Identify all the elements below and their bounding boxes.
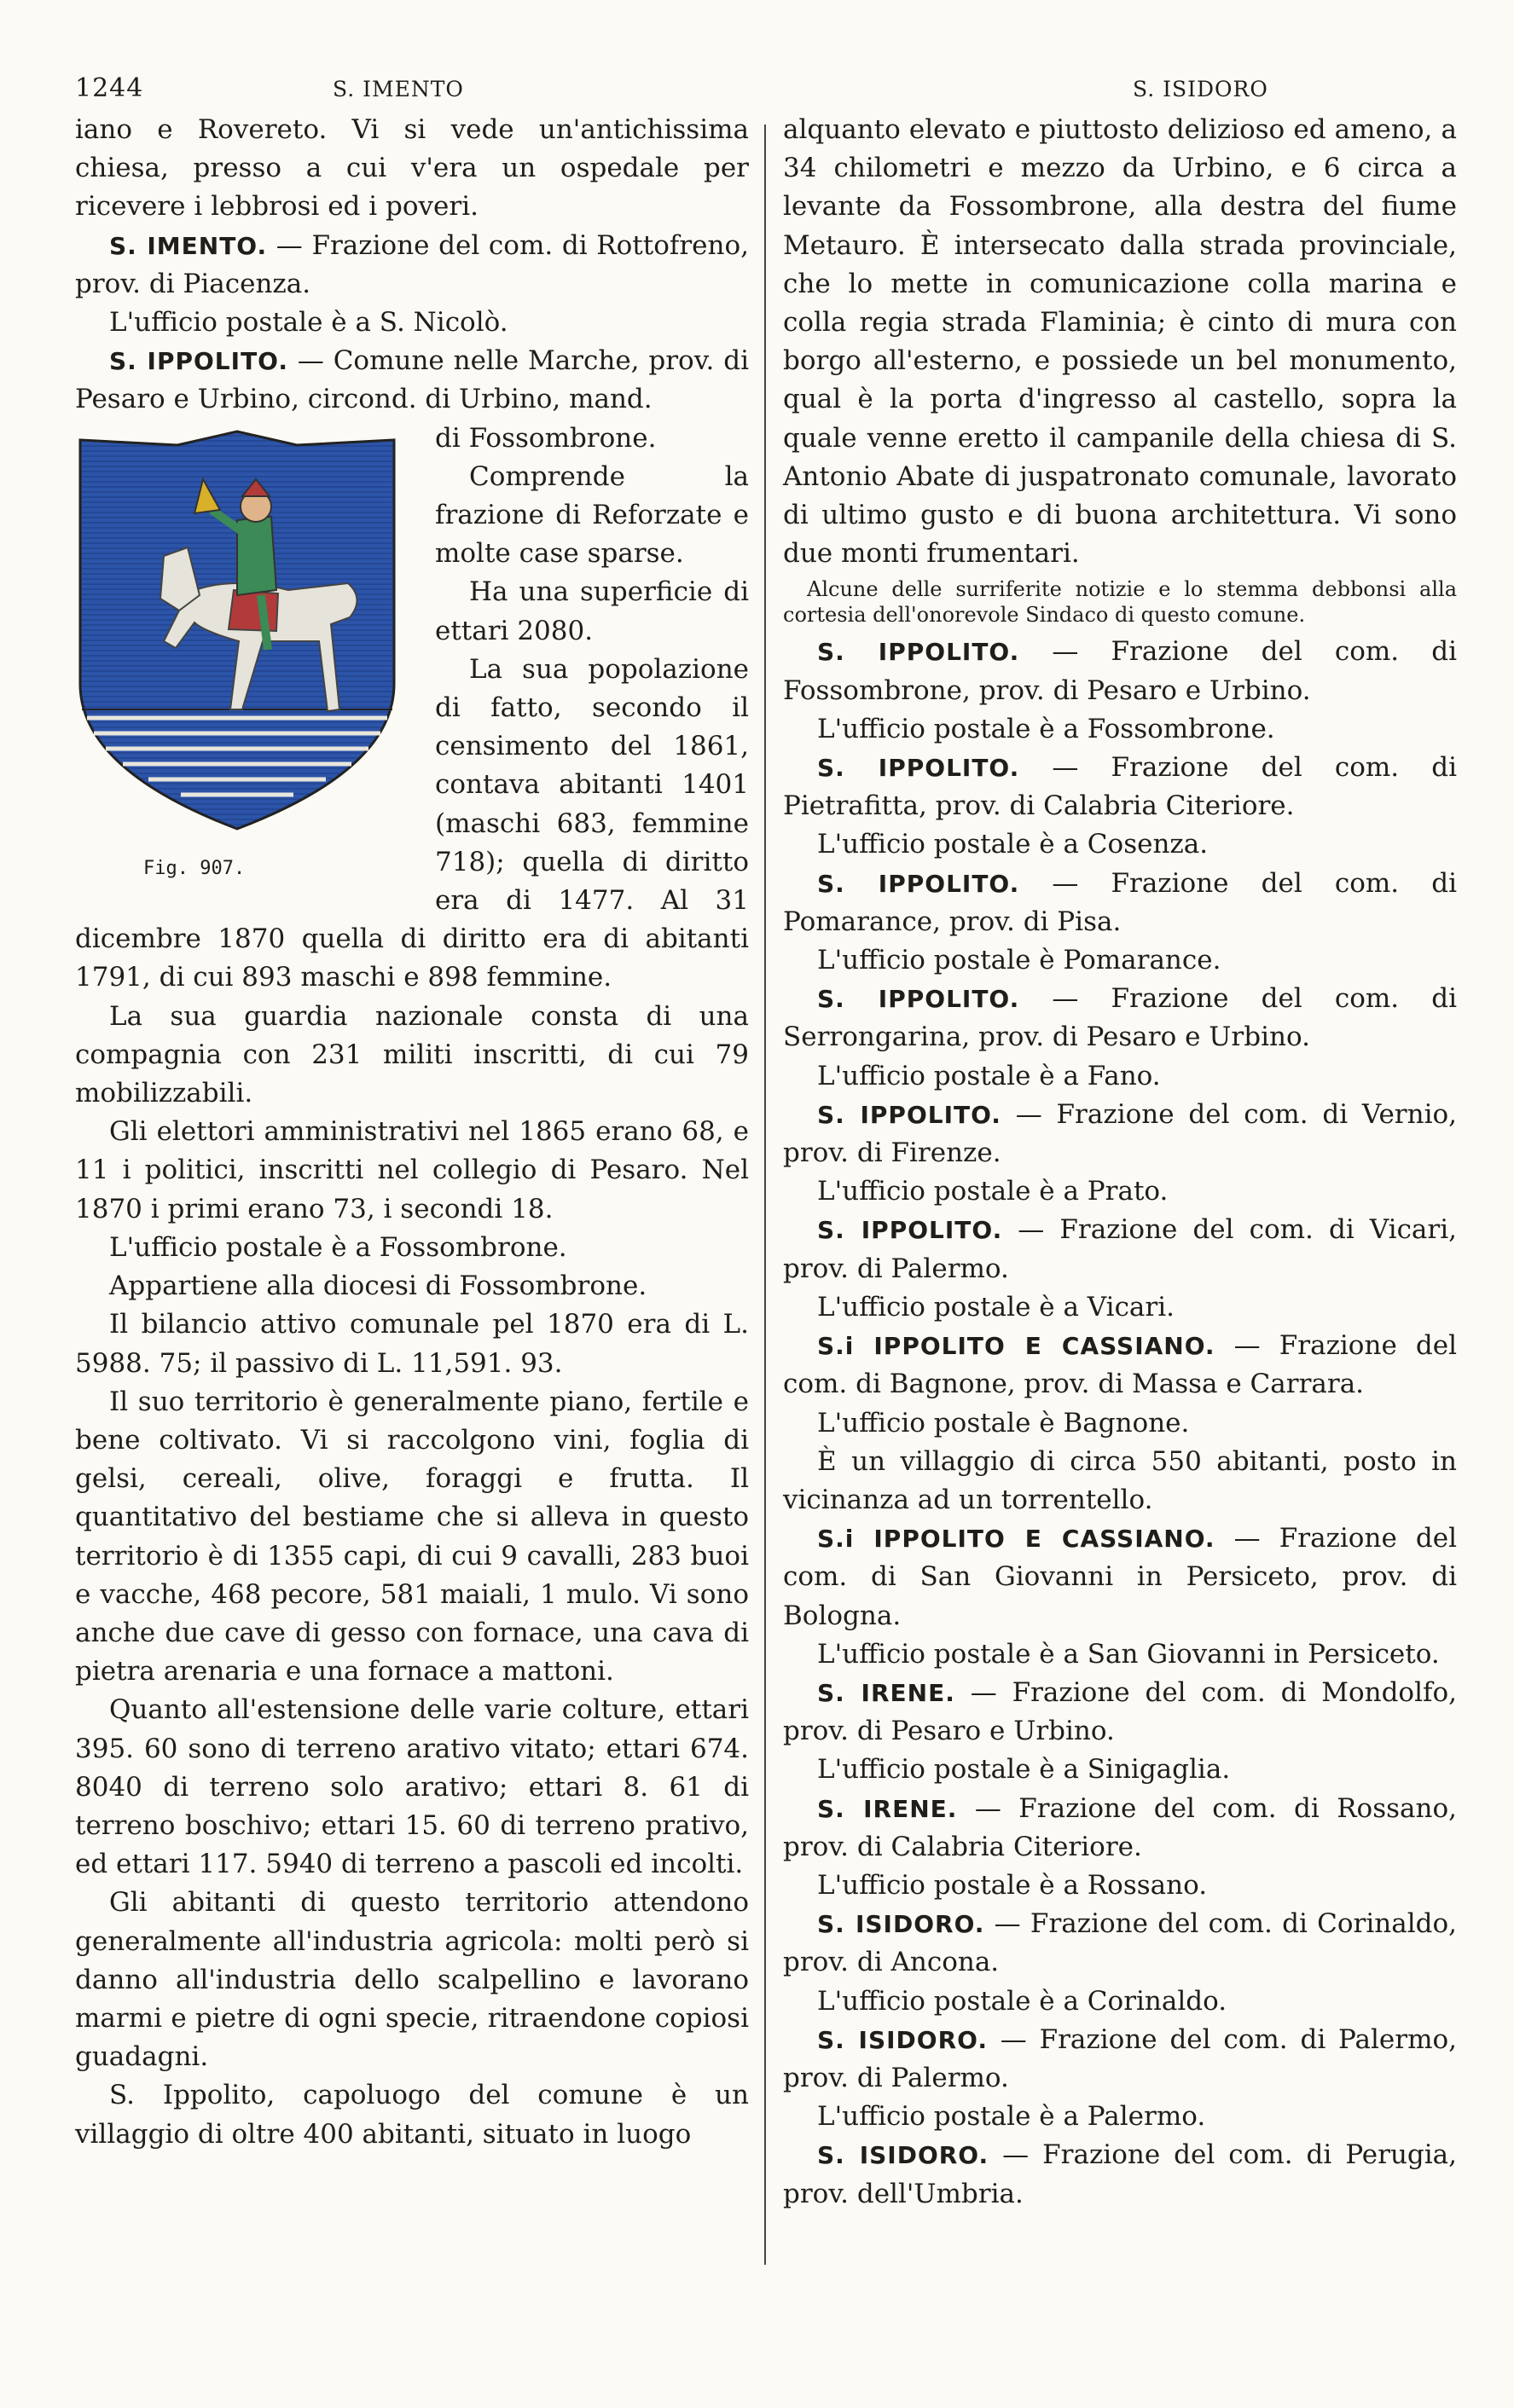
entry [783,980,1457,1056]
coat-of-arms-figure [75,420,416,914]
paragraph: Ha una superficie di ettari 2080. [435,576,749,646]
column-divider [764,124,766,2265]
entry-post: L'ufficio postale è a Prato. [817,1176,1169,1207]
paragraph: Appartiene alla diocesi di Fossombrone. [109,1271,647,1302]
entry-text: — Frazione del com. di Pietrafitta, prov. di Calabria Citeriore. [783,752,1457,822]
entry-text: — Comune nelle Marche, prov. di Pesaro e Urbino, circond. di Urbino, mand. [75,345,749,415]
entry-post: L'ufficio postale è a San Giovanni in Persiceto. [817,1638,1440,1670]
paragraph: Gli abitanti di questo territorio attendono generalmente all'industria agricola: molti però si danno all'industria dello scalpellino e lavorano marmi e pietre di ogni specie, ritraendone copiosi guadagni. [75,1887,749,2073]
entry-s-ippolito-comune [75,342,749,419]
paragraph: iano e Rovereto. Vi si vede un'antichissima chiesa, presso a cui v'era un ospedale per ricevere i lebbrosi ed i poveri. [75,114,749,223]
paragraph: La sua guardia nazionale consta di una compagnia con 231 militi inscritti, di cui 79 mobilizzabili. [75,1000,749,1109]
entry [783,2136,1457,2213]
figure-caption: Fig. 907. [143,857,246,879]
entry [783,1327,1457,1404]
entry-text: — Frazione del com. di Mondolfo, prov. di Pesaro e Urbino. [783,1676,1458,1747]
entry-text: — Frazione del com. di Serrongarina, prov. di Pesaro e Urbino. [783,983,1457,1053]
entry [783,865,1457,941]
entry-headword: S. IPPOLITO. [109,347,288,376]
page-number: 1244 [75,73,144,103]
entry-headword: S. ISIDORO. [817,2025,988,2054]
entry [783,1790,1457,1867]
entry-headword: S. IPPOLITO. [817,638,1020,667]
entry-text: — Frazione del com. di Corinaldo, prov. di Ancona. [783,1908,1458,1978]
entry-headword: S.i IPPOLITO E CASSIANO. [817,1525,1215,1554]
entry [783,2021,1457,2098]
coat-of-arms-horseman-icon [75,428,399,854]
entry-text: — Frazione del com. di Fossombrone, prov. di Pesaro e Urbino. [783,636,1457,706]
right-running-head: S. ISIDORO [1133,77,1268,101]
entry-headword: S. IPPOLITO. [817,1100,1001,1129]
paragraph: di Fossombrone. [435,422,657,454]
entry-headword: S. ISIDORO. [817,2141,989,2170]
entry [783,1674,1457,1751]
entry-headword: S. IPPOLITO. [817,985,1020,1014]
entry-post: L'ufficio postale è a Sinigaglia. [817,1754,1231,1786]
entry-headword: S. IMENTO. [109,231,268,260]
entry [783,633,1457,709]
entry-text: — Frazione del com. di Vicari, prov. di Palermo. [783,1214,1457,1284]
paragraph: alquanto elevato e piuttosto delizioso ed ameno, a 34 chilometri e mezzo da Urbino, e 6 circa a levante da Fossombrone, alla destra del fiume Metauro. È intersecato dalla strada provinciale, che lo mette in comunicazione colla marina e colla regia strada Flaminia; è cinto di mura con borgo all'esterno, e possiede un bel monumento, qual è la porta d'ingresso al castello, sopra la quale venne eretto il campanile della chiesa di S. Antonio Abate di juspatronato comunale, lavorato di ultimo gusto e di buona architettura. Vi sono due monti frumentari. [783,114,1457,570]
entry-post: L'ufficio postale è Pomarance. [817,945,1221,976]
paragraph: È un villaggio di circa 550 abitanti, posto in vicinanza ad un torrentello. [783,1445,1457,1515]
entry [783,1096,1457,1172]
right-column [783,111,1457,2214]
paragraph: La sua popolazione di fatto, secondo il censimento del 1861, contava abitanti 1401 (maschi 683, femmine 718); quella di diritto era di 1477. Al 31 dicembre 1870 quella di diritto era di abitanti 1791, di cui 893 maschi e 898 femmine. [75,653,749,993]
entry-text: — Frazione del com. di Rottofreno, prov. di Piacenza. [75,229,750,299]
entry [783,1519,1457,1635]
entry-headword: S. IRENE. [817,1794,958,1823]
entry-headword: S.i IPPOLITO E CASSIANO. [817,1332,1215,1361]
paragraph: S. Ippolito, capoluogo del comune è un villaggio di oltre 400 abitanti, situato in luogo [75,2080,749,2150]
entry [783,1211,1457,1288]
paragraph: Quanto all'estensione delle varie colture, ettari 395. 60 sono di terreno arativo vitato; ettari 674. 8040 di terreno solo arativo; ettari 8. 61 di terreno boschivo; ettari 15. 60 di terreno prativo, ed ettari 117. 5940 di terreno a pascoli ed incolti. [75,1694,749,1880]
footnote: Alcune delle surriferite notizie e lo stemma debbonsi alla cortesia dell'onorevole Sindaco di questo comune. [783,577,1457,628]
left-running-head: S. IMENTO [333,77,464,101]
paragraph: L'ufficio postale è a Fossombrone. [109,1231,567,1263]
entry-headword: S. ISIDORO. [817,1910,985,1939]
running-header [75,73,1450,104]
entry-text: — Frazione del com. di San Giovanni in Persiceto, prov. di Bologna. [783,1523,1457,1631]
left-column [75,111,749,2154]
entry-post: L'ufficio postale è a Fano. [817,1060,1161,1091]
paragraph: Il bilancio attivo comunale pel 1870 era di L. 5988. 75; il passivo di L. 11,591. 93. [75,1309,749,1379]
entry [783,1905,1457,1982]
entry-post: L'ufficio postale è a Vicari. [817,1291,1175,1323]
entry-s-imento [75,227,749,304]
entry-post: L'ufficio postale è a Corinaldo. [817,1985,1227,2017]
entry [783,749,1457,825]
entry-headword: S. IPPOLITO. [817,869,1020,898]
entry-post: L'ufficio postale è a Rossano. [817,1869,1208,1901]
entry-text: — Frazione del com. di Rossano, prov. di Calabria Citeriore. [783,1792,1457,1862]
entry-text: — Frazione del com. di Vernio, prov. di Firenze. [783,1098,1458,1169]
entry-post: L'ufficio postale è a Cosenza. [817,829,1209,860]
entry-headword: S. IPPOLITO. [817,754,1020,783]
paragraph: Il suo territorio è generalmente piano, fertile e bene coltivato. Vi si raccolgono vini, foglia di gelsi, cereali, olive, foraggi e frutta. Il quantitativo del bestiame che si alleva in questo territorio è di 1355 capi, di cui 9 cavalli, 283 buoi e vacche, 468 pecore, 581 maiali, 1 mulo. Vi sono anche due cave di gesso con fornace, una cava di pietra arenaria e una fornace a mattoni. [75,1386,749,1687]
entry-text: — Frazione del com. di Pomarance, prov. di Pisa. [783,867,1457,937]
paragraph: L'ufficio postale è a S. Nicolò. [109,307,508,339]
entry-headword: S. IRENE. [817,1678,955,1707]
entry-post: L'ufficio postale è a Fossombrone. [817,713,1275,744]
entry-text: — Frazione del com. di Perugia, prov. dell'Umbria. [783,2139,1458,2209]
entry-post: L'ufficio postale è Bagnone. [817,1407,1190,1438]
entry-text: — Frazione del com. di Bagnone, prov. di Massa e Carrara. [783,1330,1457,1400]
paragraph: Comprende la frazione di Reforzate e molte case sparse. [435,460,749,570]
entry-text: — Frazione del com. di Palermo, prov. di Palermo. [783,2023,1457,2093]
paragraph: Gli elettori amministrativi nel 1865 erano 68, e 11 i politici, inscritti nel collegio di Pesaro. Nel 1870 i primi erano 73, i secondi 18. [75,1116,749,1224]
entry-headword: S. IPPOLITO. [817,1216,1003,1245]
entry-post: L'ufficio postale è a Palermo. [817,2101,1206,2133]
